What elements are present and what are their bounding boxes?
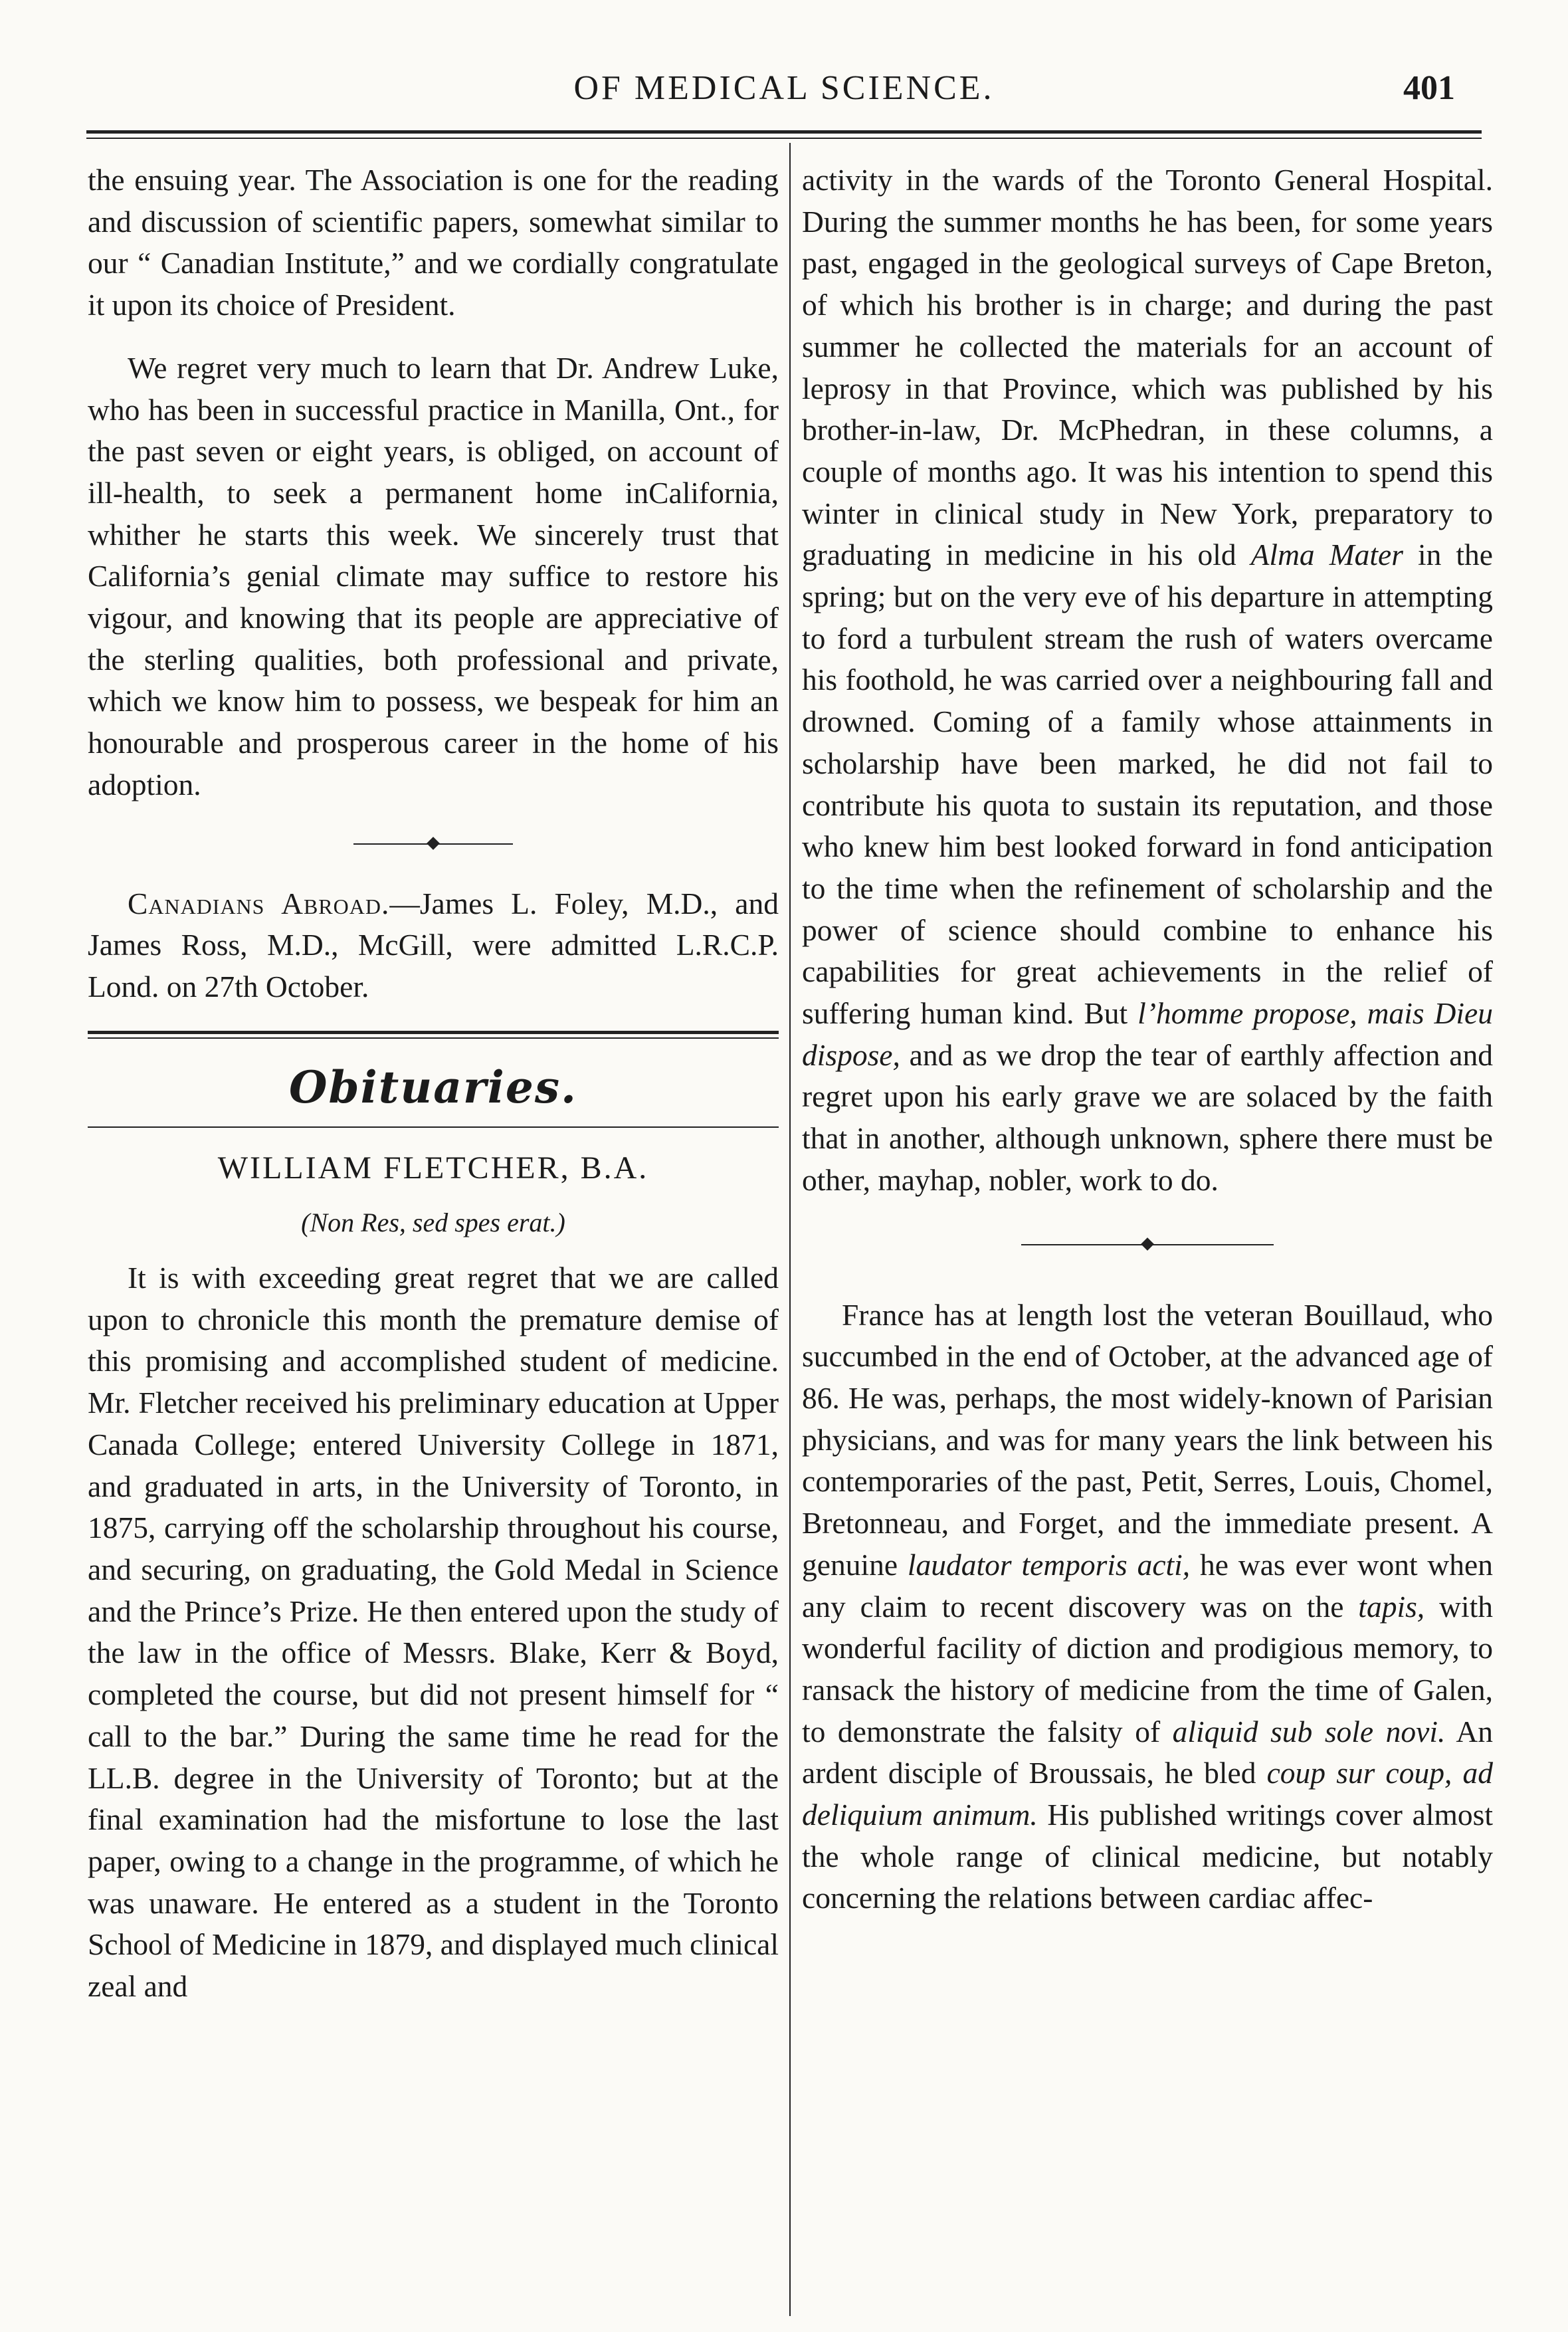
- italic-aliquid: aliquid sub sole novi.: [1172, 1714, 1446, 1749]
- italic-alma-mater: Alma Mater: [1250, 538, 1403, 572]
- page-number: 401: [1403, 69, 1455, 107]
- header-rule-thin: [86, 138, 1482, 139]
- text-run: and as we drop the tear of earthly affection and regret upon his early grave we are solaced by the faith that in another, although unknown, sphere there must be other, mayhap, nobler, work to do.: [802, 1037, 1493, 1197]
- section-rule-top: [88, 1031, 779, 1044]
- page-header: [86, 63, 1482, 123]
- text-run: in the spring; but on the very eve of his departure in attempting to ford a turbulent stream the rush of waters overcame his foothold, he was carried over a neighbouring fall and drowned. Coming of a family whose attainments in scholarship have been marked, he did not fail to contribute his quota to sustain its reputation, and those who knew him best looked forward in fond anticipation to the time when the refinement of scholarship and the power of science should combine to enhance his capabilities for great achievements in the relief of suffering human kind. But: [802, 538, 1494, 1031]
- obituary-name: WILLIAM FLETCHER, B.A.: [217, 1150, 649, 1186]
- canadians-abroad-heading: Canadians Abroad.: [128, 886, 390, 920]
- canadians-abroad-text: —James L. Foley, M.D., and James Ross, M.D., McGill, were admitted L.R.C.P. Lond. on 27th October.: [88, 886, 779, 1004]
- left-column: [88, 159, 779, 2008]
- italic-proverb: l’homme propose, mais Dieu dispose,: [802, 996, 1493, 1072]
- text-run: he was ever wont when any claim to recent discovery was on the: [802, 1547, 1493, 1624]
- running-title: OF MEDICAL SCIENCE.: [573, 69, 995, 107]
- text-run: activity in the wards of the Toronto General Hospital. During the summer months he has been, for some years past, engaged in the geological surveys of Cape Breton, of which his brother is in charge; and during the past summer he collected the materials for an account of leprosy in that Province, which was published by his brother-in-law, Dr. McPhedran, in these columns, a couple of months ago. It was his intention to spend this winter in clinical study in New York, preparatory to graduating in medicine in his old: [802, 163, 1493, 572]
- paragraph-bouillaud: [802, 1295, 1493, 1920]
- italic-laudator: laudator temporis acti,: [907, 1547, 1191, 1582]
- text-run: with wonderful facility of diction and prodigious memory, to ransack the history of medicine from the time of Galen, to demonstrate the falsity of: [802, 1589, 1493, 1749]
- paragraph-fletcher-continued: [802, 159, 1493, 1202]
- paragraph-obituary-fletcher: It is with exceeding great regret that we are called upon to chronicle this month the premature demise of this promising and accomplished student of medicine. Mr. Fletcher received his preliminary education at Upper Canada College; entered University College in 1871, and graduated in arts, in the University of Toronto, in 1875, carrying off the scholarship throughout his course, and securing, on graduating, the Gold Medal in Science and the Prince’s Prize. He then entered upon the study of the law in the office of Messrs. Blake, Kerr & Boyd, completed the course, but did not present himself for “ call to the bar.” During the same time he read for the LL.B. degree in the University of Toronto; but at the final examination had the misfortune to lose the last paper, owing to a change in the programme, of which he was unaware. He entered as a student in the Toronto School of Medicine in 1879, and displayed much clinical zeal and: [88, 1261, 779, 2004]
- column-divider: [789, 143, 791, 2316]
- text-run: An ardent disciple of Broussais, he bled: [802, 1714, 1493, 1790]
- ornament-divider: [88, 821, 779, 867]
- right-column: [802, 159, 1493, 1919]
- ornament-divider: [802, 1221, 1493, 1268]
- paragraph-dr-luke: We regret very much to learn that Dr. Andrew Luke, who has been in successful practice in Manilla, Ont., for the past seven or eight years, is obliged, on account of ill-health, to seek a permanent home inCalifornia, whither he starts this week. We sincerely trust that California’s genial climate may suffice to restore his vigour, and knowing that its people are appreciative of the sterling qualities, both professional and private, which we know him to possess, we bespeak for him an honourable and prosperous career in the home of his adoption.: [88, 350, 779, 801]
- italic-tapis: tapis,: [1358, 1589, 1425, 1624]
- section-rule-bottom: [88, 1126, 779, 1128]
- section-title-obituaries: Obituaries.: [289, 1061, 577, 1113]
- paragraph-canadians-abroad: [88, 883, 779, 1008]
- paragraph-association: the ensuing year. The Association is one for the reading and discussion of scientific papers, somewhat similar to our “ Canadian Institute,” and we cordially congratulate it upon its choice of President.: [88, 163, 779, 322]
- italic-coup-sur-coup: coup sur coup, ad deliquium animum.: [802, 1756, 1493, 1832]
- text-run: His published writings cover almost the whole range of clinical medicine, but notably concerning the relations between cardiac affec-: [802, 1798, 1493, 1915]
- obituary-motto: (Non Res, sed spes erat.): [301, 1208, 565, 1238]
- text-run: France has at length lost the veteran Bouillaud, who succumbed in the end of October, at the advanced age of 86. He was, perhaps, the most widely-known of Parisian physicians, and was for many years the link between his contemporaries of the past, Petit, Serres, Louis, Chomel, Bretonneau, and Forget, and the immediate present. A genuine: [802, 1297, 1493, 1582]
- header-rule-thick: [86, 130, 1482, 134]
